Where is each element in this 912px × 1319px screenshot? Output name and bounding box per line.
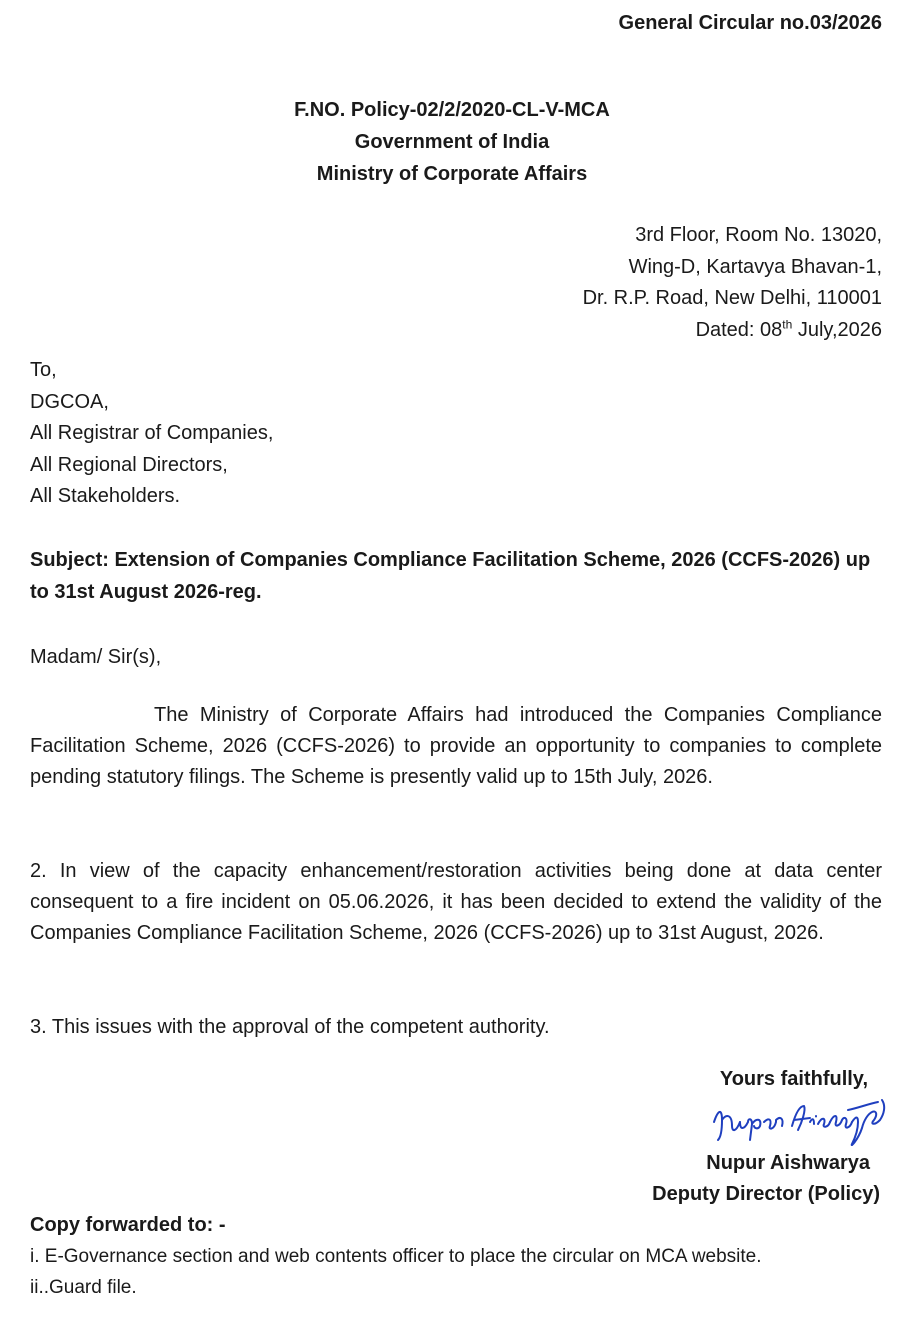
subject-line: Subject: Extension of Companies Compliance Facilitation Scheme, 2026 (CCFS-2026) up to 31st August 2026-reg. — [30, 549, 871, 603]
date-prefix: Dated: 08 — [695, 318, 783, 341]
handwritten-signature — [708, 1092, 888, 1152]
recipient-item: All Stakeholders. — [30, 485, 181, 507]
closing-phrase: Yours faithfully, — [719, 1068, 868, 1090]
address-line-1: 3rd Floor, Room No. 13020, — [635, 224, 882, 246]
body-paragraph-1: The Ministry of Corporate Affairs had introduced the Companies Compliance Facilitation Scheme, 2026 (CCFS-2026) to provide an opportunity to companies to complete pending statutory filings. The Scheme is presently valid up to 15th July, 2026. — [30, 704, 882, 789]
recipient-item: DGCOA, — [30, 390, 109, 413]
copy-forwarded-heading: Copy forwarded to: - — [30, 1214, 226, 1236]
date-ordinal: th — [782, 316, 793, 331]
signer-designation: Deputy Director (Policy) — [652, 1183, 880, 1205]
government-name: Government of India — [354, 131, 550, 153]
ministry-name: Ministry of Corporate Affairs — [316, 163, 588, 185]
office-address — [583, 220, 882, 346]
letter-header — [0, 94, 904, 190]
address-line-3: Dr. R.P. Road, New Delhi, 110001 — [582, 287, 882, 309]
copy-forwarded-item: i. E-Governance section and web contents officer to place the circular on MCA website. — [30, 1246, 762, 1267]
recipients-block — [30, 355, 273, 513]
letter-date — [583, 315, 882, 347]
date-rest: July,2026 — [792, 318, 882, 341]
circular-number: General Circular no.03/2026 — [618, 12, 882, 34]
salutation: Madam/ Sir(s), — [30, 646, 162, 668]
signer-name: Nupur Aishwarya — [706, 1152, 870, 1174]
recipient-item: All Regional Directors, — [30, 453, 228, 476]
to-label: To, — [30, 359, 57, 381]
copy-forwarded-item: ii..Guard file. — [30, 1277, 137, 1298]
address-line-2: Wing-D, Kartavya Bhavan-1, — [628, 255, 882, 278]
body-paragraph-2: 2. In view of the capacity enhancement/restoration activities being done at data center consequent to a fire incident on 05.06.2026, it has been decided to extend the validity of the Companies Compliance Facilitation Scheme, 2026 (CCFS-2026) up to 31st August, 2026. — [30, 860, 882, 945]
recipient-item: All Registrar of Companies, — [30, 422, 274, 444]
body-paragraph-3: 3. This issues with the approval of the competent authority. — [30, 1016, 550, 1038]
file-number: F.NO. Policy-02/2/2020-CL-V-MCA — [294, 99, 610, 121]
